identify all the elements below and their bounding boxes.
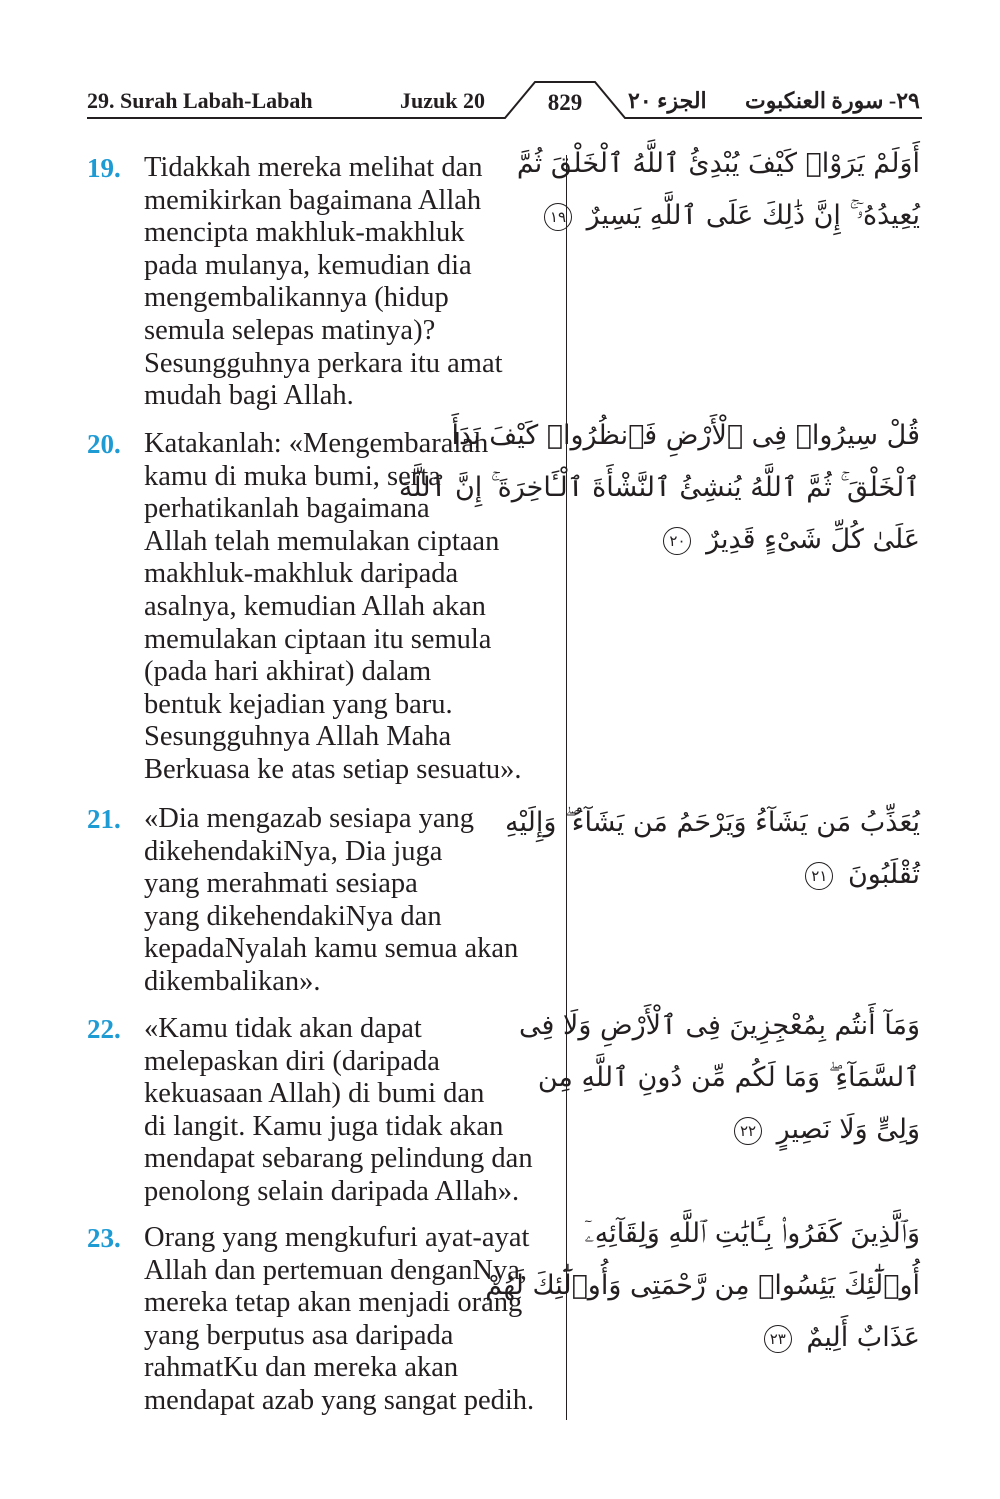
ayah-end-marker: ٢١	[805, 862, 833, 890]
ayah-end-marker: ٢٢	[734, 1117, 762, 1145]
verse-text	[144, 1013, 533, 1209]
text-line: semula selepas matinya)?	[144, 314, 436, 346]
text-line: Katakanlah: «Mengembaralah	[144, 428, 489, 459]
arabic-line: يُعَذِّبُ مَن يَشَآءُ وَيَرْحَمُ مَن يَشَآءُ ۖ وَإِلَيْهِ	[505, 807, 920, 838]
arabic-line-text: تُقْلَبُونَ	[847, 859, 920, 890]
text-line: «Kamu tidak akan dapat	[144, 1013, 422, 1044]
column-divider	[566, 155, 567, 1420]
arabic-line	[590, 1312, 920, 1364]
text-line: mendapat sebarang pelindung dan	[144, 1143, 533, 1175]
verse-19-arabic	[516, 138, 920, 242]
text-line: Berkuasa ke atas setiap sesuatu».	[144, 753, 522, 785]
juzuk-label-latin: Juzuk 20	[400, 88, 485, 113]
text-line: mencipta makhluk-makhluk	[144, 217, 465, 249]
text-line: kepadaNyalah kamu semua akan	[144, 933, 519, 965]
text-line: kekuasaan Allah) di bumi dan	[144, 1078, 485, 1110]
arabic-line-text: يُعِيدُهُۥٓ ۚ إِنَّ ذَٰلِكَ عَلَى ٱللَّهِ يَسِيرٌ	[586, 200, 920, 231]
arabic-line	[549, 190, 920, 242]
verse-text	[144, 1222, 534, 1418]
verse-21-arabic	[505, 797, 920, 901]
ayah-end-marker: ٢٣	[764, 1325, 792, 1353]
verse-number: 21.	[87, 804, 121, 834]
ayah-end-marker: ١٩	[544, 203, 572, 231]
verse-number: 23.	[87, 1223, 121, 1253]
verse-20-arabic	[398, 410, 920, 566]
verse-22-arabic	[518, 1000, 920, 1156]
text-line: yang berputus asa daripada	[144, 1319, 454, 1351]
arabic-line: قُلْ سِيرُوا۟ فِى ٱلْأَرْضِ فَٱنظُرُوا۟ كَيْفَ بَدَأَ	[451, 420, 920, 451]
text-line: yang dikehendakiNya dan	[144, 900, 442, 932]
ayah-end-marker: ٢٠	[663, 527, 691, 555]
text-line: memikirkan bagaimana Allah	[144, 184, 482, 216]
arabic-line: ٱلْخَلْقَ ۚ ثُمَّ ٱللَّهُ يُنشِئُ ٱلنَّشْأَةَ ٱلْـَٔاخِرَةَ ۚ إِنَّ ٱللَّهَ	[398, 472, 920, 503]
arabic-line: أُو۟لَٰٓئِكَ يَئِسُوا۟ مِن رَّحْمَتِى وَأُو۟لَٰٓئِكَ لَهُمْ	[485, 1270, 920, 1301]
verse-text	[144, 803, 518, 999]
verse-number: 19.	[87, 153, 121, 183]
text-line: Allah telah memulakan ciptaan	[144, 525, 500, 557]
text-line: mereka tetap akan menjadi orang	[144, 1287, 523, 1319]
arabic-line-text: عَلَىٰ كُلِّ شَىْءٍ قَدِيرٌ	[706, 524, 920, 555]
arabic-line	[590, 849, 920, 901]
arabic-line-text: عَذَابٌ أَلِيمٌ	[806, 1322, 920, 1353]
text-line: Sesungguhnya Allah Maha	[144, 721, 452, 753]
arabic-line: وَمَآ أَنتُم بِمُعْجِزِينَ فِى ٱلْأَرْضِ وَلَا فِى	[518, 1010, 920, 1041]
text-line: pada mulanya, kemudian dia	[144, 249, 472, 281]
surah-title-arabic: ٢٩- سورة العنكبوت	[745, 88, 920, 113]
text-line: makhluk-makhluk daripada	[144, 558, 459, 590]
text-line: rahmatKu dan mereka akan	[144, 1352, 459, 1384]
verse-number: 22.	[87, 1014, 121, 1044]
verse-number: 20.	[87, 429, 121, 459]
text-line: mengembalikannya (hidup	[144, 282, 449, 314]
arabic-line: أَوَلَمْ يَرَوْا۟ كَيْفَ يُبْدِئُ ٱللَّهُ ٱلْخَلْقَ ثُمَّ	[516, 148, 920, 179]
text-line: bentuk kejadian yang baru.	[144, 688, 453, 720]
arabic-line	[590, 1104, 920, 1156]
arabic-line: ٱلسَّمَآءِ ۖ وَمَا لَكُم مِّن دُونِ ٱللَّهِ مِن	[537, 1062, 920, 1093]
text-line: Orang yang mengkufuri ayat-ayat	[144, 1222, 530, 1253]
text-line: (pada hari akhirat) dalam	[144, 656, 432, 688]
text-line: mendapat azab yang sangat pedih.	[144, 1384, 535, 1416]
text-line: asalnya, kemudian Allah akan	[144, 590, 486, 622]
text-line: melepaskan diri (daripada	[144, 1045, 440, 1077]
text-line: Allah dan pertemuan denganNya,	[144, 1254, 528, 1286]
text-line: perhatikanlah bagaimana	[144, 493, 430, 525]
verse-23-arabic	[485, 1208, 920, 1364]
text-line: dikembalikan».	[144, 965, 321, 997]
text-line: Tidakkah mereka melihat dan	[144, 152, 483, 183]
text-line: kamu di muka bumi, serta	[144, 460, 441, 492]
header-rule	[0, 0, 1000, 130]
verse-text	[144, 152, 503, 413]
text-line: memulakan ciptaan itu semula	[144, 623, 492, 655]
juz-label-arabic: الجزء ٢٠	[628, 88, 707, 113]
text-line: penolong selain daripada Allah».	[144, 1175, 520, 1207]
page-header	[0, 0, 1000, 130]
text-line: di langit. Kamu juga tidak akan	[144, 1110, 504, 1142]
arabic-line-text: وَلِىٍّ وَلَا نَصِيرٍ	[776, 1114, 920, 1145]
surah-title-latin: 29. Surah Labah-Labah	[87, 88, 313, 113]
text-line: dikehendakiNya, Dia juga	[144, 835, 443, 867]
text-line: yang merahmati sesiapa	[144, 868, 418, 900]
text-line: mudah bagi Allah.	[144, 380, 354, 412]
arabic-line: وَٱلَّذِينَ كَفَرُوا۟ بِـَٔايَٰتِ ٱللَّهِ وَلِقَآئِهِۦٓ	[584, 1218, 920, 1249]
text-line: «Dia mengazab sesiapa yang	[144, 803, 474, 834]
page-number: 829	[547, 90, 583, 115]
arabic-line	[590, 514, 920, 566]
text-line: Sesungguhnya perkara itu amat	[144, 347, 503, 379]
